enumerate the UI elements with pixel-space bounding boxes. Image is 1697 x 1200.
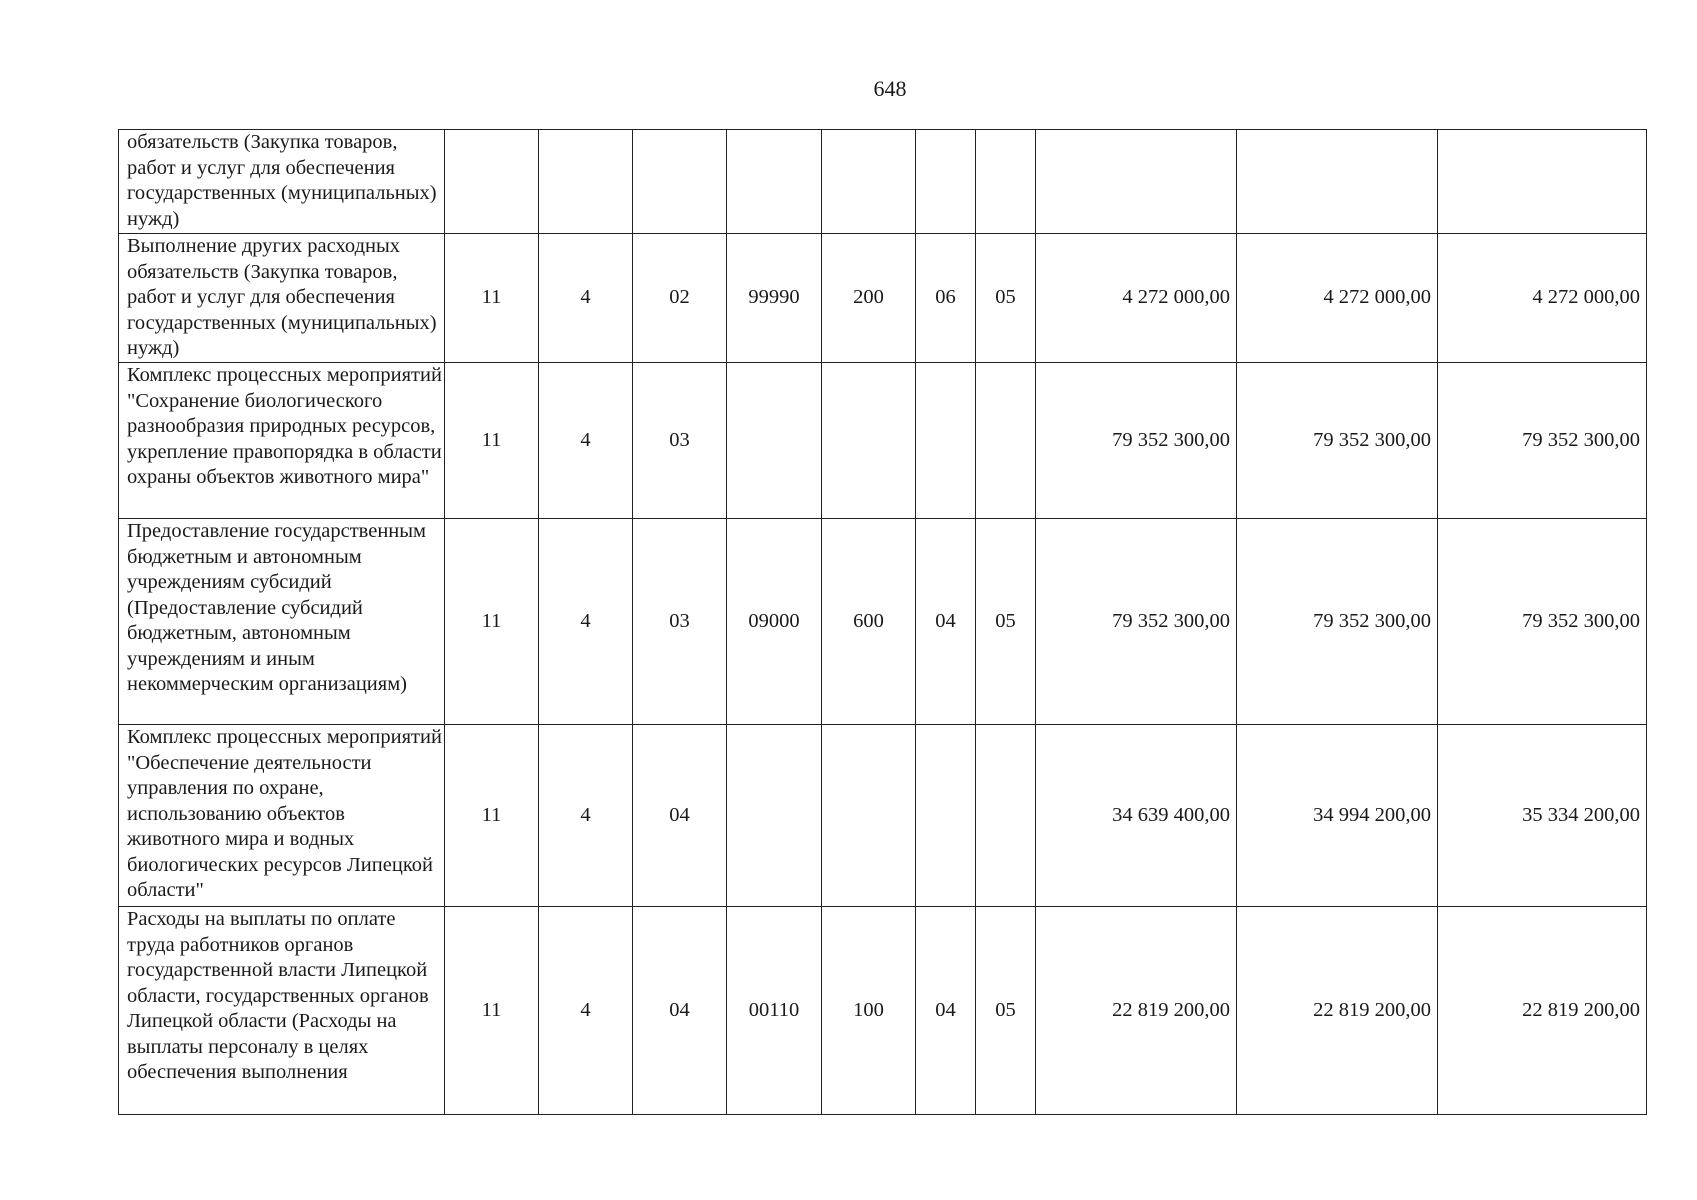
code-cell: 06	[916, 234, 976, 363]
row-description: Комплекс процессных мероприятий "Сохранение биологического разнообразия природных ресурсов, укрепление правопорядка в области охраны объектов животного мира"	[119, 363, 445, 519]
amount-cell	[1237, 130, 1438, 234]
code-cell: 05	[976, 907, 1036, 1115]
amount-cell: 79 352 300,00	[1438, 363, 1647, 519]
amount-cell: 4 272 000,00	[1036, 234, 1237, 363]
code-cell	[822, 130, 916, 234]
code-cell	[916, 363, 976, 519]
table-row	[119, 234, 1647, 363]
code-cell	[727, 725, 822, 907]
row-description: Предоставление государственным бюджетным и автономным учреждениям субсидий (Предоставление субсидий бюджетным, автономным учреждениям и иным некоммерческим организациям)	[119, 519, 445, 725]
code-cell	[539, 130, 633, 234]
amount-cell: 79 352 300,00	[1036, 363, 1237, 519]
code-cell	[976, 363, 1036, 519]
code-cell: 100	[822, 907, 916, 1115]
code-cell: 11	[445, 907, 539, 1115]
amount-cell: 22 819 200,00	[1237, 907, 1438, 1115]
code-cell: 05	[976, 234, 1036, 363]
row-description: Выполнение других расходных обязательств (Закупка товаров, работ и услуг для обеспечения государственных (муниципальных) нужд)	[119, 234, 445, 363]
code-cell	[976, 725, 1036, 907]
code-cell: 4	[539, 519, 633, 725]
code-cell	[445, 130, 539, 234]
code-cell: 11	[445, 725, 539, 907]
row-description: Расходы на выплаты по оплате труда работников органов государственной власти Липецкой области, государственных органов Липецкой области (Расходы на выплаты персоналу в целях обеспечения выполнения	[119, 907, 445, 1115]
code-cell: 99990	[727, 234, 822, 363]
code-cell	[916, 130, 976, 234]
code-cell: 11	[445, 234, 539, 363]
amount-cell: 22 819 200,00	[1438, 907, 1647, 1115]
code-cell: 600	[822, 519, 916, 725]
amount-cell: 79 352 300,00	[1036, 519, 1237, 725]
table-row	[119, 907, 1647, 1115]
code-cell: 11	[445, 363, 539, 519]
table-row	[119, 130, 1647, 234]
code-cell: 04	[633, 725, 727, 907]
code-cell: 4	[539, 363, 633, 519]
code-cell	[976, 130, 1036, 234]
code-cell: 04	[916, 907, 976, 1115]
budget-table	[118, 129, 1647, 1115]
page-number: 648	[873, 76, 907, 101]
code-cell: 00110	[727, 907, 822, 1115]
code-cell: 03	[633, 519, 727, 725]
code-cell	[633, 130, 727, 234]
code-cell	[727, 130, 822, 234]
amount-cell: 34 639 400,00	[1036, 725, 1237, 907]
code-cell	[916, 725, 976, 907]
code-cell: 04	[633, 907, 727, 1115]
code-cell: 4	[539, 725, 633, 907]
code-cell: 04	[916, 519, 976, 725]
amount-cell: 22 819 200,00	[1036, 907, 1237, 1115]
code-cell	[822, 725, 916, 907]
amount-cell: 79 352 300,00	[1237, 519, 1438, 725]
row-description: Комплекс процессных мероприятий "Обеспечение деятельности управления по охране, использованию объектов животного мира и водных биологических ресурсов Липецкой области"	[119, 725, 445, 907]
amount-cell: 79 352 300,00	[1438, 519, 1647, 725]
table-row	[119, 519, 1647, 725]
code-cell: 05	[976, 519, 1036, 725]
table-row	[119, 725, 1647, 907]
table-row	[119, 363, 1647, 519]
amount-cell: 79 352 300,00	[1237, 363, 1438, 519]
code-cell: 4	[539, 234, 633, 363]
code-cell: 11	[445, 519, 539, 725]
amount-cell: 4 272 000,00	[1237, 234, 1438, 363]
code-cell	[727, 363, 822, 519]
amount-cell	[1036, 130, 1237, 234]
code-cell	[822, 363, 916, 519]
code-cell: 200	[822, 234, 916, 363]
amount-cell: 34 994 200,00	[1237, 725, 1438, 907]
amount-cell: 4 272 000,00	[1438, 234, 1647, 363]
code-cell: 02	[633, 234, 727, 363]
amount-cell	[1438, 130, 1647, 234]
code-cell: 03	[633, 363, 727, 519]
code-cell: 09000	[727, 519, 822, 725]
amount-cell: 35 334 200,00	[1438, 725, 1647, 907]
row-description: обязательств (Закупка товаров, работ и услуг для обеспечения государственных (муниципальных) нужд)	[119, 130, 445, 234]
code-cell: 4	[539, 907, 633, 1115]
